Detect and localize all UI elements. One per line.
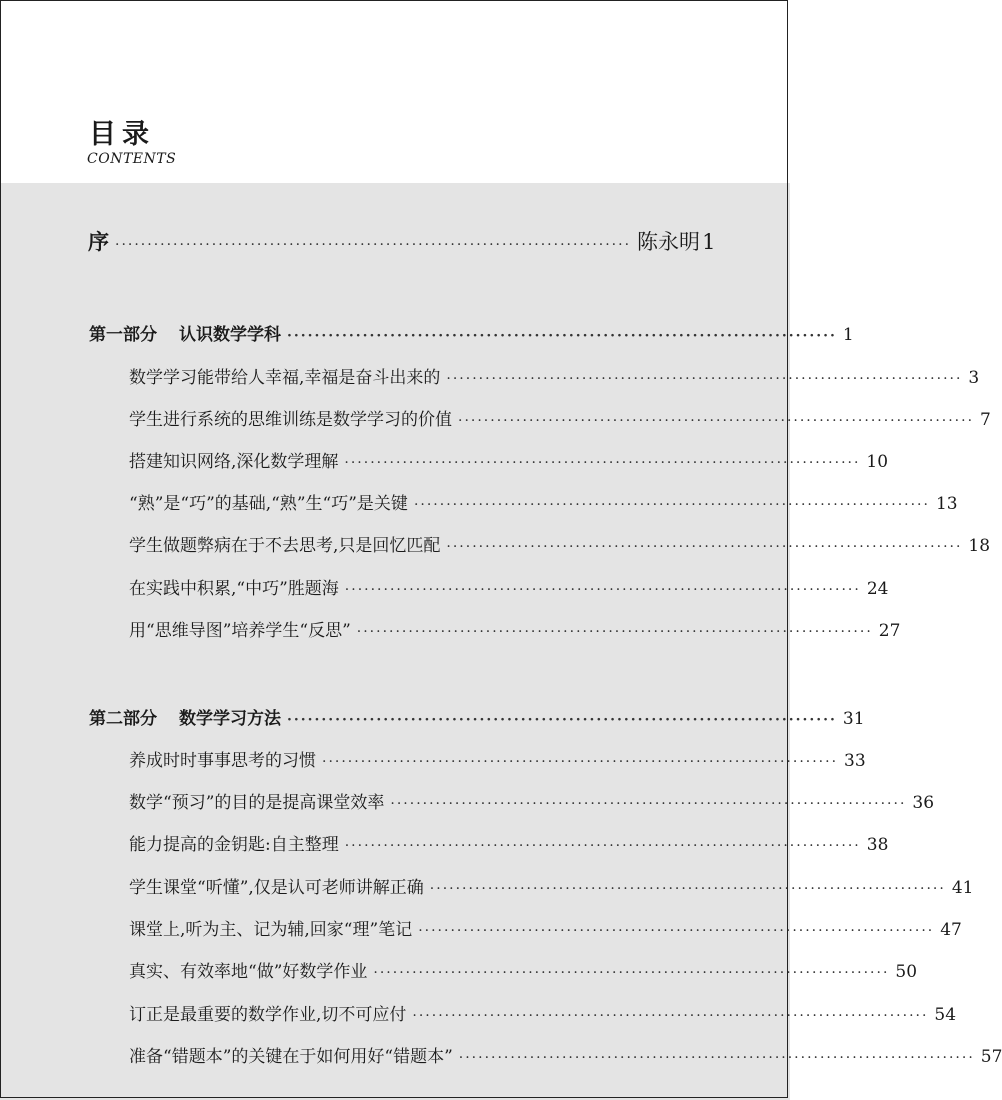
dot-leader: ················································································ [344, 455, 861, 471]
preface-author: 陈永明 [637, 230, 701, 254]
toc-item-title: 用“思维导图”培养学生“反思” [129, 621, 351, 641]
part-title: 数学学习方法 [179, 709, 281, 729]
dot-leader: ················································································ [373, 965, 890, 981]
toc-item-title: 准备“错题本”的关键在于如何用好“错题本” [129, 1047, 453, 1067]
toc-item-page: 36 [912, 793, 935, 813]
toc-item-title: 真实、有效率地“做”好数学作业 [129, 962, 368, 982]
toc-item-title: “熟”是“巧”的基础,“熟”生“巧”是关键 [129, 494, 408, 514]
toc-item-page: 38 [866, 835, 889, 855]
toc-subtitle: CONTENTS [87, 151, 177, 167]
toc-item-title: 数学“预习”的目的是提高课堂效率 [129, 793, 385, 813]
dot-leader: ················································································ [287, 712, 837, 728]
toc-item-title: 能力提高的金钥匙:自主整理 [129, 835, 339, 855]
toc-item-page: 33 [844, 751, 866, 771]
dot-leader: ················································································ [458, 1050, 975, 1066]
toc-item-title: 数学学习能带给人幸福,幸福是奋斗出来的 [129, 368, 441, 388]
dot-leader: ················································································ [356, 624, 873, 640]
part-label: 第一部分 [89, 325, 157, 345]
part-title: 认识数学学科 [179, 325, 281, 345]
toc-item-page: 50 [895, 962, 918, 982]
toc-item-title: 学生做题弊病在于不去思考,只是回忆匹配 [129, 536, 441, 556]
toc-item-page: 41 [951, 878, 974, 898]
toc-item-title: 课堂上,听为主、记为辅,回家“理”笔记 [129, 920, 413, 940]
toc-item-title: 学生进行系统的思维训练是数学学习的价值 [129, 410, 452, 430]
dot-leader: ················································································ [446, 539, 963, 555]
toc-item-page: 24 [866, 579, 889, 599]
toc-item-page: 10 [866, 452, 889, 472]
toc-item-page: 13 [935, 494, 958, 514]
toc-item-page: 54 [934, 1005, 957, 1025]
preface-page: 1 [702, 230, 716, 254]
part-page: 31 [842, 709, 865, 729]
dot-leader: ················································································ [322, 754, 839, 770]
dot-leader: ················································································ [446, 371, 963, 387]
part-label: 第二部分 [89, 709, 157, 729]
toc-item-title: 学生课堂“听懂”,仅是认可老师讲解正确 [129, 878, 424, 898]
toc-item-page: 7 [980, 410, 991, 430]
dot-leader: ················································································ [418, 923, 935, 939]
dot-leader: ················································································ [115, 237, 632, 253]
dot-leader: ················································································ [413, 497, 930, 513]
toc-item-page: 47 [940, 920, 962, 940]
toc-item-title: 养成时时事事思考的习惯 [129, 751, 316, 771]
toc-item-page: 3 [968, 368, 980, 388]
toc-title: 目录 [89, 119, 155, 150]
dot-leader: ················································································ [412, 1008, 929, 1024]
toc-item-title: 搭建知识网络,深化数学理解 [129, 452, 339, 472]
preface-label: 序 [88, 229, 109, 254]
dot-leader: ················································································ [287, 328, 837, 344]
dot-leader: ················································································ [429, 881, 946, 897]
toc-item-page: 18 [968, 536, 991, 556]
dot-leader: ················································································ [344, 838, 861, 854]
dot-leader: ················································································ [458, 413, 975, 429]
dot-leader: ················································································ [390, 796, 907, 812]
toc-item-title: 在实践中积累,“中巧”胜题海 [129, 579, 339, 599]
part-page: 1 [842, 325, 854, 345]
toc-item-title: 订正是最重要的数学作业,切不可应付 [129, 1005, 407, 1025]
toc-item-page: 27 [878, 621, 901, 641]
dot-leader: ················································································ [344, 582, 861, 598]
toc-item-page: 57 [980, 1047, 1002, 1067]
